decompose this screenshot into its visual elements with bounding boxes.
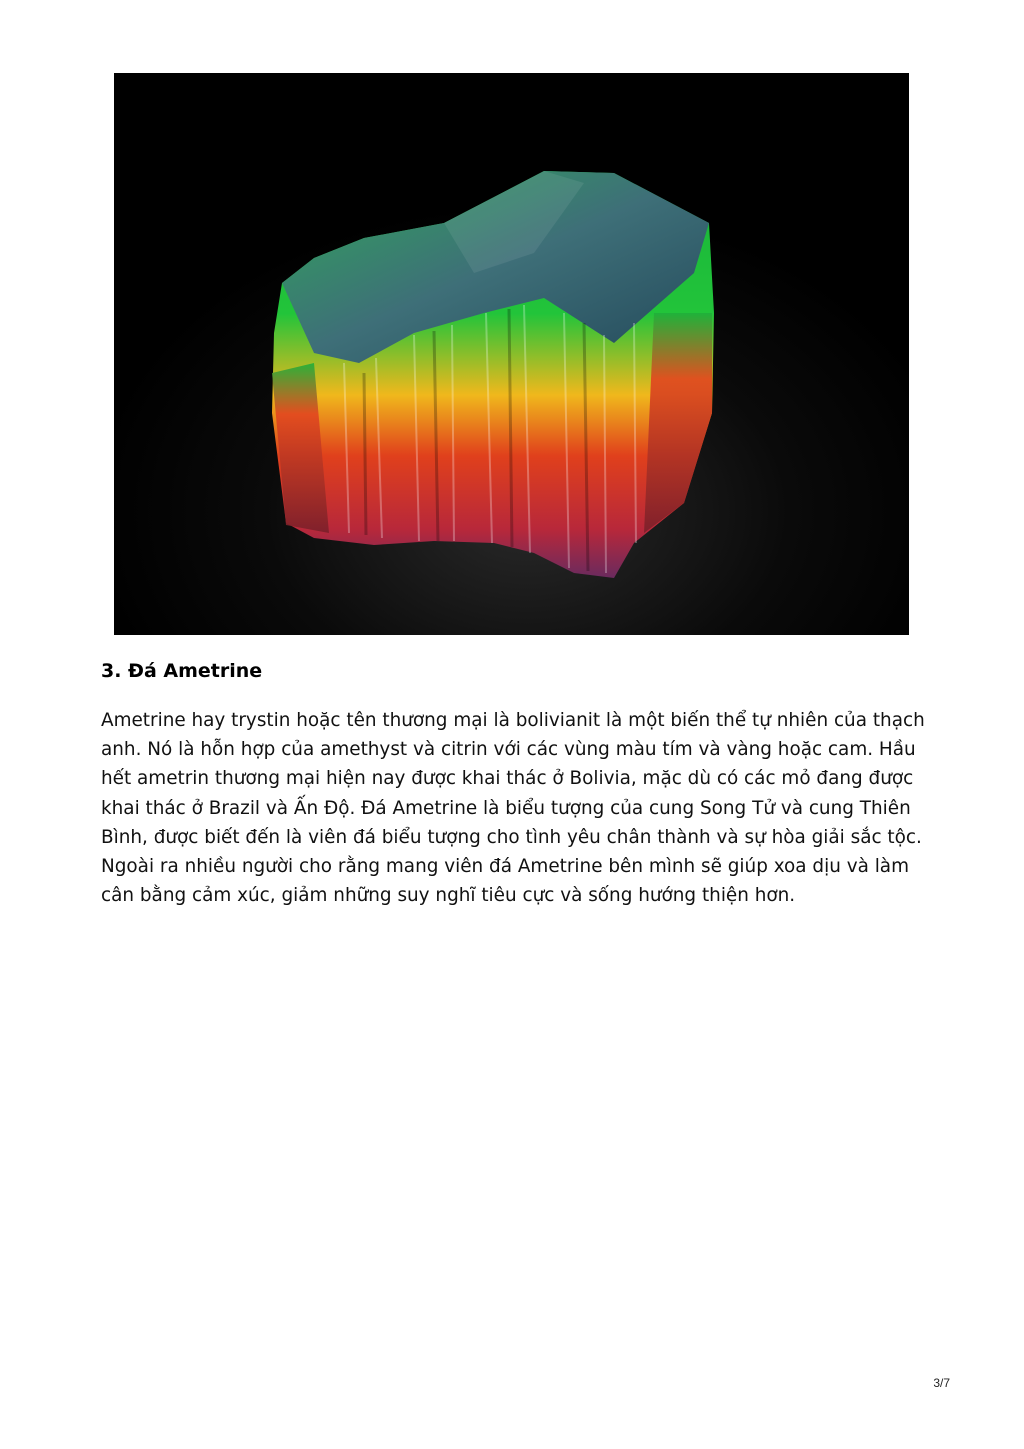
paragraph-line: Bình, được biết đến là viên đá biểu tượng cho tình yêu chân thành và sự hòa giải sắc tộc. bbox=[101, 826, 922, 848]
paragraph-line: anh. Nó là hỗn hợp của amethyst và citrin với các vùng màu tím và vàng hoặc cam. Hầu bbox=[101, 739, 916, 761]
paragraph-line: cân bằng cảm xúc, giảm những suy nghĩ tiêu cực và sống hướng thiện hơn. bbox=[101, 885, 796, 907]
paragraph-line: hết ametrin thương mại hiện nay được khai thác ở Bolivia, mặc dù có các mỏ đang được bbox=[101, 768, 914, 790]
paragraph-line: Ngoài ra nhiều người cho rằng mang viên đá Ametrine bên mình sẽ giúp xoa dịu và làm bbox=[101, 856, 909, 878]
page-number: 3/7 bbox=[933, 1376, 950, 1390]
paragraph-line: khai thác ở Brazil và Ấn Độ. Đá Ametrine là biểu tượng của cung Song Tử và cung Thiên bbox=[101, 797, 911, 819]
section-paragraph bbox=[101, 706, 931, 910]
crystal-photo bbox=[114, 73, 909, 635]
crystal-illustration bbox=[114, 73, 909, 635]
paragraph-line: Ametrine hay trystin hoặc tên thương mại là bolivianit là một biến thể tự nhiên của thạch bbox=[101, 710, 925, 731]
section-heading: 3. Đá Ametrine bbox=[101, 660, 263, 682]
